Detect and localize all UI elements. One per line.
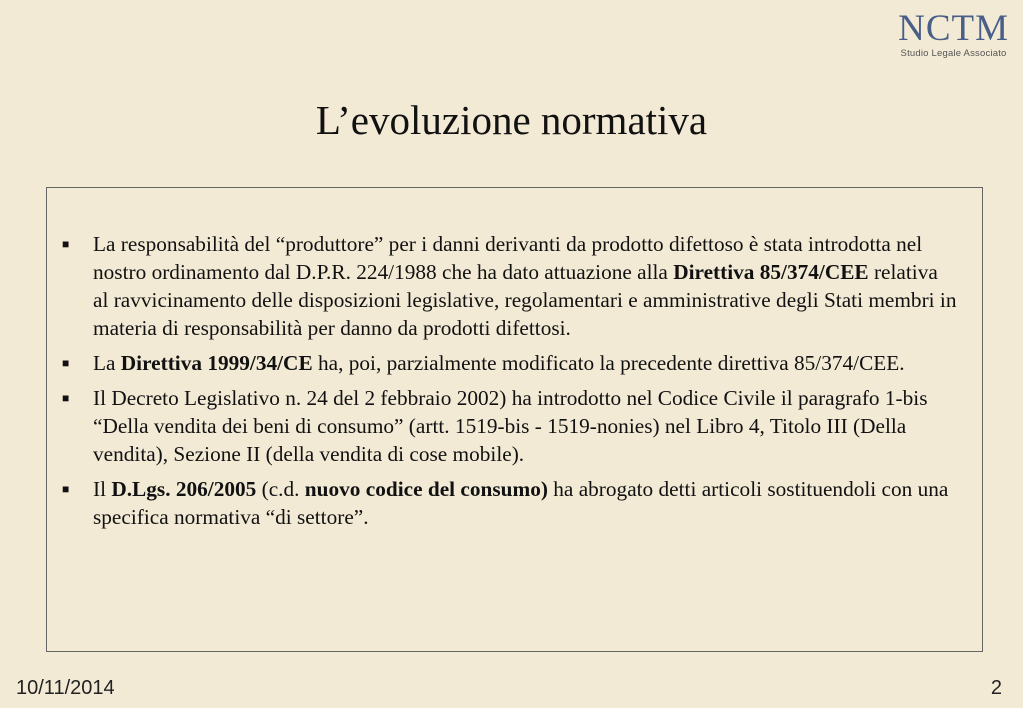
square-bullet-icon: ■ (62, 237, 70, 251)
footer-date: 10/11/2014 (16, 677, 115, 699)
page-number: 2 (990, 677, 1002, 699)
bullet-item: ■ Il Decreto Legislativo n. 24 del 2 febbraio 2002) ha introdotto nel Codice Civile il paragrafo 1-bis “Della vendita dei beni di consumo” (artt. 1519-bis - 1519-nonies) nel Libro 4, Titolo III (Della vendita), Sezione II (della vendita di cose mobile). (62, 386, 928, 466)
nctm-logo (898, 10, 1009, 59)
square-bullet-icon: ■ (62, 356, 70, 370)
square-bullet-icon: ■ (62, 482, 70, 496)
logo-subtitle: Studio Legale Associato (900, 48, 1007, 59)
bullet-item: ■ La responsabilità del “produttore” per i danni derivanti da prodotto difettoso è stata introdotta nel nostro ordinamento dal D.P.R. 224/1988 che ha dato attuazione alla Direttiva 85/374/CEE relativa al ravvicinamento delle disposizioni legislative, regolamentari e amministrative degli Stati membri in materia di responsabilità per danno da prodotti difettosi. (62, 232, 957, 340)
square-bullet-icon: ■ (62, 391, 70, 405)
bullet-list (47, 188, 982, 531)
bullet-item: ■ La Direttiva 1999/34/CE ha, poi, parzialmente modificato la precedente direttiva 85/374/CEE. (62, 351, 905, 375)
logo-mark: NCTM (898, 8, 1009, 49)
content-box (46, 187, 983, 652)
bullet-item: ■ Il D.Lgs. 206/2005 (c.d. nuovo codice del consumo) ha abrogato detti articoli sostituendoli con una specifica normativa “di settore”. (62, 477, 949, 529)
slide-title: L’evoluzione normativa (315, 97, 708, 143)
